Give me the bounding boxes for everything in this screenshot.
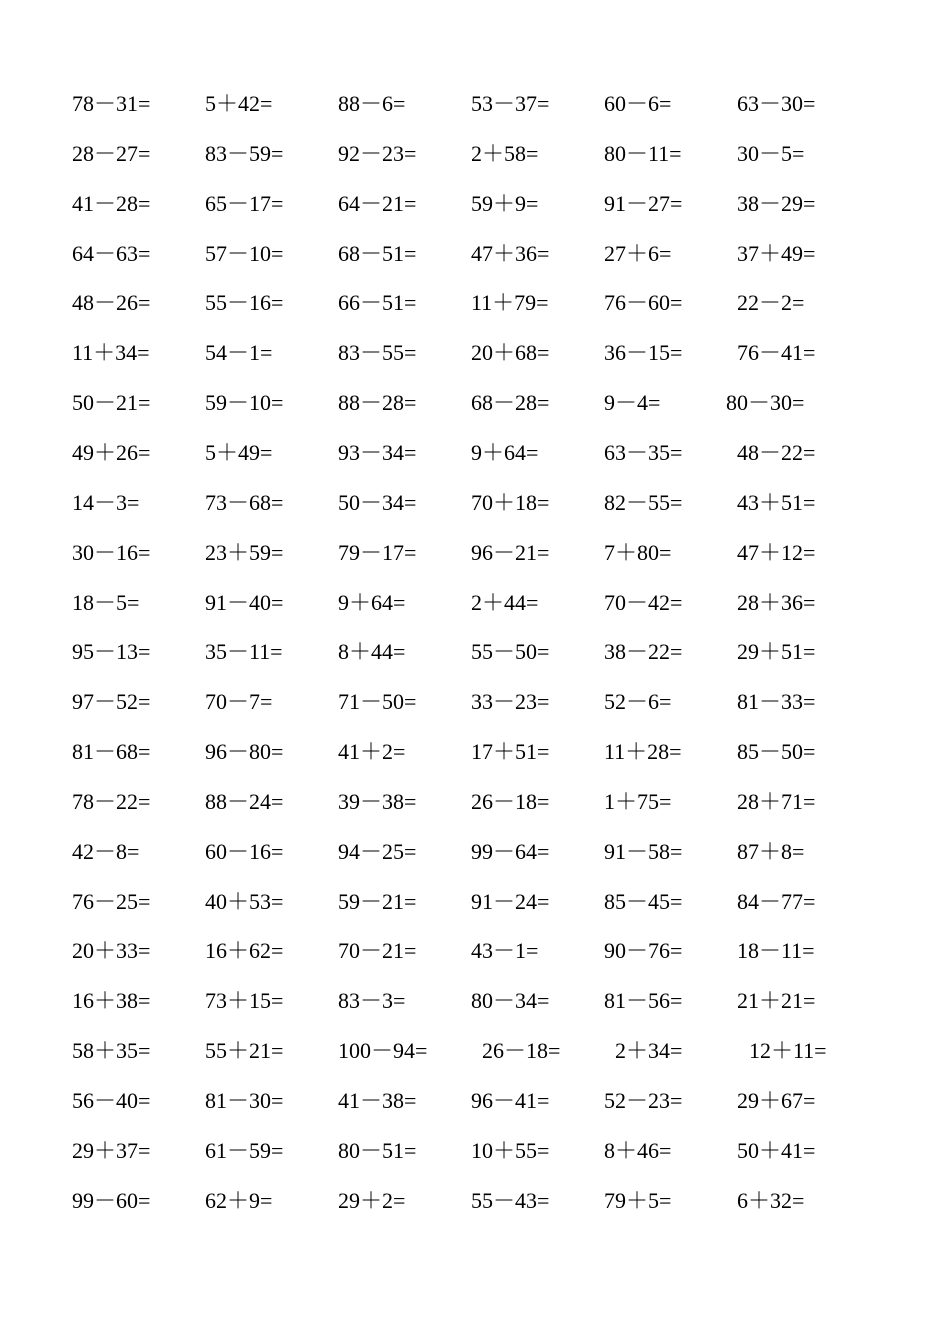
math-problem: 8＋46= bbox=[604, 1137, 672, 1163]
math-problem: 54－1= bbox=[205, 340, 273, 366]
math-problem: 85－45= bbox=[604, 888, 683, 914]
math-problem: 83－59= bbox=[205, 140, 284, 166]
math-problem: 28－27= bbox=[72, 140, 151, 166]
problem-row bbox=[0, 782, 950, 822]
problem-row bbox=[0, 832, 950, 872]
math-problem: 70－21= bbox=[338, 938, 417, 964]
math-problem: 16＋62= bbox=[205, 938, 284, 964]
math-problem: 48－22= bbox=[737, 439, 816, 465]
math-problem: 81－68= bbox=[72, 739, 151, 765]
math-problem: 21＋21= bbox=[737, 988, 816, 1014]
math-problem: 29＋67= bbox=[737, 1088, 816, 1113]
math-problem: 59－21= bbox=[338, 888, 417, 914]
math-problem: 28＋36= bbox=[737, 589, 816, 615]
math-problem: 27＋6= bbox=[604, 240, 672, 266]
math-problem: 12＋11= bbox=[749, 1038, 827, 1064]
problem-row bbox=[0, 1181, 950, 1221]
math-problem: 83－3= bbox=[338, 988, 406, 1014]
math-problem: 23＋59= bbox=[205, 539, 284, 565]
problem-row bbox=[0, 1081, 950, 1121]
math-problem: 91－58= bbox=[604, 838, 683, 864]
problem-row bbox=[0, 682, 950, 722]
math-problem: 93－34= bbox=[338, 439, 417, 465]
math-problem: 71－50= bbox=[338, 689, 417, 715]
math-problem: 17＋51= bbox=[471, 739, 550, 765]
math-problem: 80－51= bbox=[338, 1137, 417, 1163]
math-problem: 95－13= bbox=[72, 639, 151, 665]
math-problem: 96－80= bbox=[205, 739, 284, 765]
problem-row bbox=[0, 383, 950, 423]
problem-row bbox=[0, 84, 950, 124]
math-problem: 33－23= bbox=[471, 689, 550, 715]
problem-row bbox=[0, 1031, 950, 1071]
math-problem: 42－8= bbox=[72, 838, 140, 864]
math-problem: 55－43= bbox=[471, 1187, 550, 1213]
problem-row bbox=[0, 234, 950, 274]
math-problem: 11＋28= bbox=[604, 739, 682, 765]
math-problem: 5＋49= bbox=[205, 439, 273, 465]
math-problem: 82－55= bbox=[604, 489, 683, 515]
math-problem: 80－11= bbox=[604, 140, 682, 166]
math-problem: 60－16= bbox=[205, 838, 284, 864]
problem-row bbox=[0, 632, 950, 672]
math-problem: 11＋34= bbox=[72, 340, 150, 366]
problem-row bbox=[0, 981, 950, 1021]
math-problem: 52－23= bbox=[604, 1088, 683, 1113]
math-problem: 76－41= bbox=[737, 340, 816, 366]
math-problem: 9＋64= bbox=[471, 439, 539, 465]
math-problem: 78－22= bbox=[72, 788, 151, 814]
math-problem: 39－38= bbox=[338, 788, 417, 814]
math-problem: 9－4= bbox=[604, 390, 661, 416]
math-problem: 62＋9= bbox=[205, 1187, 273, 1213]
math-problem: 73－68= bbox=[205, 489, 284, 515]
problem-row bbox=[0, 283, 950, 323]
math-problem: 18－11= bbox=[737, 938, 815, 964]
math-problem: 1＋75= bbox=[604, 788, 672, 814]
math-problem: 6＋32= bbox=[737, 1187, 805, 1213]
problem-row bbox=[0, 134, 950, 174]
math-problem: 81－56= bbox=[604, 988, 683, 1014]
math-problem: 80－34= bbox=[471, 988, 550, 1014]
problem-row bbox=[0, 732, 950, 772]
math-problem: 56－40= bbox=[72, 1088, 151, 1113]
math-problem: 11＋79= bbox=[471, 290, 549, 316]
math-problem: 60－6= bbox=[604, 91, 672, 116]
math-problem: 100－94= bbox=[338, 1038, 428, 1064]
math-problem: 50－34= bbox=[338, 489, 417, 515]
problem-row bbox=[0, 1131, 950, 1171]
problem-row bbox=[0, 931, 950, 971]
math-problem: 87＋8= bbox=[737, 838, 805, 864]
math-problem: 28＋71= bbox=[737, 788, 816, 814]
math-problem: 88－6= bbox=[338, 91, 406, 116]
math-problem: 61－59= bbox=[205, 1137, 284, 1163]
math-problem: 91－24= bbox=[471, 888, 550, 914]
problem-row bbox=[0, 333, 950, 373]
math-problem: 65－17= bbox=[205, 190, 284, 216]
math-problem: 66－51= bbox=[338, 290, 417, 316]
math-problem: 2＋44= bbox=[471, 589, 539, 615]
math-problem: 20＋33= bbox=[72, 938, 151, 964]
problem-row bbox=[0, 583, 950, 623]
math-problem: 36－15= bbox=[604, 340, 683, 366]
math-problem: 55－16= bbox=[205, 290, 284, 316]
math-problem: 59－10= bbox=[205, 390, 284, 416]
math-problem: 97－52= bbox=[72, 689, 151, 715]
math-problem: 40＋53= bbox=[205, 888, 284, 914]
math-problem: 2＋34= bbox=[615, 1038, 683, 1064]
math-problem: 55－50= bbox=[471, 639, 550, 665]
math-problem: 48－26= bbox=[72, 290, 151, 316]
math-problem: 16＋38= bbox=[72, 988, 151, 1014]
math-problem: 47＋12= bbox=[737, 539, 816, 565]
math-problem: 22－2= bbox=[737, 290, 805, 316]
math-problem: 41＋2= bbox=[338, 739, 406, 765]
problem-row bbox=[0, 184, 950, 224]
math-problem: 2＋58= bbox=[471, 140, 539, 166]
math-problem: 76－60= bbox=[604, 290, 683, 316]
math-problem: 63－30= bbox=[737, 91, 816, 116]
problem-row bbox=[0, 483, 950, 523]
math-problem: 20＋68= bbox=[471, 340, 550, 366]
math-problem: 88－28= bbox=[338, 390, 417, 416]
math-problem: 30－5= bbox=[737, 140, 805, 166]
math-problem: 26－18= bbox=[471, 788, 550, 814]
math-problem: 81－33= bbox=[737, 689, 816, 715]
problem-row bbox=[0, 882, 950, 922]
math-problem: 94－25= bbox=[338, 838, 417, 864]
math-problem: 14－3= bbox=[72, 489, 140, 515]
math-problem: 99－64= bbox=[471, 838, 550, 864]
math-problem: 79－17= bbox=[338, 539, 417, 565]
math-problem: 63－35= bbox=[604, 439, 683, 465]
math-problem: 52－6= bbox=[604, 689, 672, 715]
math-problem: 50－21= bbox=[72, 390, 151, 416]
math-problem: 70＋18= bbox=[471, 489, 550, 515]
math-problem: 92－23= bbox=[338, 140, 417, 166]
math-problem: 7＋80= bbox=[604, 539, 672, 565]
problem-row bbox=[0, 533, 950, 573]
math-problem: 38－29= bbox=[737, 190, 816, 216]
math-problem: 91－40= bbox=[205, 589, 284, 615]
math-problem: 64－63= bbox=[72, 240, 151, 266]
math-problem: 35－11= bbox=[205, 639, 283, 665]
math-problem: 79＋5= bbox=[604, 1187, 672, 1213]
math-problem: 84－77= bbox=[737, 888, 816, 914]
math-problem: 47＋36= bbox=[471, 240, 550, 266]
math-problem: 10＋55= bbox=[471, 1137, 550, 1163]
math-problem: 68－51= bbox=[338, 240, 417, 266]
math-problem: 58＋35= bbox=[72, 1038, 151, 1064]
math-problem: 99－60= bbox=[72, 1187, 151, 1213]
math-problem: 85－50= bbox=[737, 739, 816, 765]
math-problem: 49＋26= bbox=[72, 439, 151, 465]
math-problem: 53－37= bbox=[471, 91, 550, 116]
math-problem: 83－55= bbox=[338, 340, 417, 366]
math-problem: 5＋42= bbox=[205, 91, 273, 116]
math-problem: 64－21= bbox=[338, 190, 417, 216]
math-problem: 29＋37= bbox=[72, 1137, 151, 1163]
math-problem: 70－42= bbox=[604, 589, 683, 615]
math-problem: 90－76= bbox=[604, 938, 683, 964]
math-problem: 38－22= bbox=[604, 639, 683, 665]
math-problem: 41－28= bbox=[72, 190, 151, 216]
math-problem: 57－10= bbox=[205, 240, 284, 266]
math-problem: 30－16= bbox=[72, 539, 151, 565]
math-problem: 29＋51= bbox=[737, 639, 816, 665]
math-problem: 41－38= bbox=[338, 1088, 417, 1113]
math-problem: 9＋64= bbox=[338, 589, 406, 615]
math-problem: 68－28= bbox=[471, 390, 550, 416]
math-problem: 26－18= bbox=[482, 1038, 561, 1064]
math-problem: 37＋49= bbox=[737, 240, 816, 266]
math-problem: 8＋44= bbox=[338, 639, 406, 665]
math-problem: 78－31= bbox=[72, 91, 151, 116]
math-problem: 73＋15= bbox=[205, 988, 284, 1014]
math-problem: 18－5= bbox=[72, 589, 140, 615]
math-problem: 96－21= bbox=[471, 539, 550, 565]
math-problem: 55＋21= bbox=[205, 1038, 284, 1064]
math-problem: 81－30= bbox=[205, 1088, 284, 1113]
math-problem: 29＋2= bbox=[338, 1187, 406, 1213]
math-problem: 80－30= bbox=[726, 390, 805, 416]
math-problem: 96－41= bbox=[471, 1088, 550, 1113]
math-problem: 59＋9= bbox=[471, 190, 539, 216]
math-problem: 70－7= bbox=[205, 689, 273, 715]
math-problem: 43＋51= bbox=[737, 489, 816, 515]
math-problem: 43－1= bbox=[471, 938, 539, 964]
math-problem: 50＋41= bbox=[737, 1137, 816, 1163]
problem-row bbox=[0, 433, 950, 473]
math-problem: 76－25= bbox=[72, 888, 151, 914]
math-problem: 88－24= bbox=[205, 788, 284, 814]
math-problem: 91－27= bbox=[604, 190, 683, 216]
